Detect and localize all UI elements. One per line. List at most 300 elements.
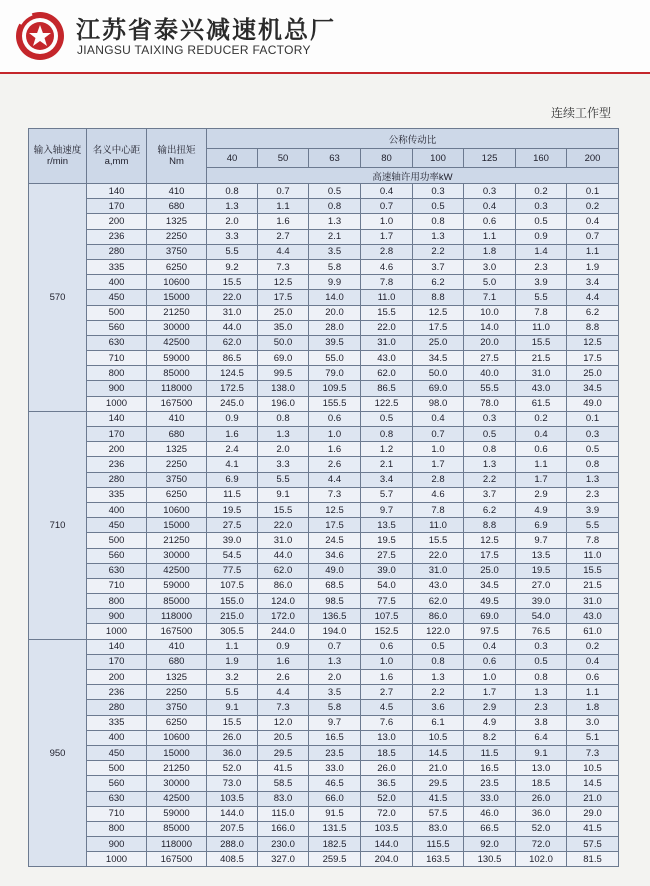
power-cell: 408.5 — [207, 852, 258, 867]
ratio-header-cell: 80 — [361, 149, 413, 168]
power-cell: 1.7 — [361, 229, 413, 244]
power-cell: 2.4 — [207, 442, 258, 457]
power-cell: 1.8 — [464, 244, 516, 259]
table-row — [29, 290, 619, 305]
power-cell: 9.7 — [309, 715, 361, 730]
center-distance-cell: 710 — [87, 351, 147, 366]
center-distance-cell: 630 — [87, 563, 147, 578]
power-cell: 31.0 — [361, 335, 413, 350]
power-cell: 14.0 — [464, 320, 516, 335]
center-distance-cell: 1000 — [87, 396, 147, 411]
power-cell: 0.5 — [516, 214, 567, 229]
power-cell: 0.6 — [567, 670, 619, 685]
power-cell: 25.0 — [413, 335, 464, 350]
power-cell: 10.5 — [413, 730, 464, 745]
power-cell: 163.5 — [413, 852, 464, 867]
power-cell: 215.0 — [207, 609, 258, 624]
power-cell: 54.0 — [361, 578, 413, 593]
power-cell: 1.0 — [413, 442, 464, 457]
power-cell: 41.5 — [567, 821, 619, 836]
table-row — [29, 381, 619, 396]
header-input-speed-unit: r/min — [46, 156, 69, 167]
table-row — [29, 791, 619, 806]
table-row — [29, 305, 619, 320]
center-distance-cell: 140 — [87, 411, 147, 426]
power-cell: 20.5 — [258, 730, 309, 745]
power-cell: 1.0 — [361, 214, 413, 229]
power-cell: 14.0 — [309, 290, 361, 305]
output-torque-cell: 167500 — [147, 852, 207, 867]
table-row — [29, 745, 619, 760]
power-cell: 0.3 — [464, 411, 516, 426]
power-cell: 107.5 — [361, 609, 413, 624]
center-distance-cell: 1000 — [87, 852, 147, 867]
power-cell: 5.5 — [567, 518, 619, 533]
table-row — [29, 259, 619, 274]
power-cell: 12.5 — [567, 335, 619, 350]
table-row — [29, 487, 619, 502]
output-torque-cell: 59000 — [147, 351, 207, 366]
power-cell: 194.0 — [309, 624, 361, 639]
output-torque-cell: 6250 — [147, 487, 207, 502]
table-row — [29, 670, 619, 685]
output-torque-cell: 118000 — [147, 609, 207, 624]
power-cell: 2.2 — [413, 685, 464, 700]
power-cell: 26.0 — [207, 730, 258, 745]
center-distance-cell: 280 — [87, 244, 147, 259]
power-cell: 43.0 — [567, 609, 619, 624]
power-cell: 2.9 — [464, 700, 516, 715]
output-torque-cell: 59000 — [147, 578, 207, 593]
power-cell: 1.1 — [464, 229, 516, 244]
center-distance-cell: 335 — [87, 487, 147, 502]
power-cell: 2.3 — [516, 700, 567, 715]
power-cell: 21.5 — [567, 578, 619, 593]
power-cell: 6.2 — [413, 275, 464, 290]
power-cell: 23.5 — [309, 745, 361, 760]
power-cell: 4.6 — [361, 259, 413, 274]
power-cell: 39.0 — [361, 563, 413, 578]
table-row — [29, 609, 619, 624]
power-cell: 21.0 — [413, 761, 464, 776]
center-distance-cell: 630 — [87, 791, 147, 806]
power-cell: 103.5 — [361, 821, 413, 836]
power-cell: 5.0 — [464, 275, 516, 290]
power-cell: 83.0 — [413, 821, 464, 836]
power-cell: 166.0 — [258, 821, 309, 836]
power-cell: 13.5 — [516, 548, 567, 563]
power-cell: 109.5 — [309, 381, 361, 396]
power-cell: 0.8 — [516, 670, 567, 685]
ratio-header-cell: 200 — [567, 149, 619, 168]
power-cell: 3.3 — [207, 229, 258, 244]
power-cell: 2.6 — [258, 670, 309, 685]
power-cell: 62.0 — [413, 594, 464, 609]
power-cell: 14.5 — [413, 745, 464, 760]
power-cell: 12.5 — [258, 275, 309, 290]
power-cell: 0.5 — [413, 639, 464, 654]
power-cell: 61.5 — [516, 396, 567, 411]
power-cell: 3.3 — [258, 457, 309, 472]
power-cell: 0.5 — [309, 184, 361, 199]
power-cell: 43.0 — [361, 351, 413, 366]
power-cell: 2.3 — [567, 487, 619, 502]
power-cell: 16.5 — [464, 761, 516, 776]
power-cell: 22.0 — [258, 518, 309, 533]
power-cell: 19.5 — [207, 502, 258, 517]
power-cell: 2.7 — [361, 685, 413, 700]
power-cell: 15.5 — [567, 563, 619, 578]
power-cell: 0.7 — [361, 199, 413, 214]
power-cell: 46.5 — [309, 776, 361, 791]
center-distance-cell: 900 — [87, 381, 147, 396]
ratio-header-cell: 50 — [258, 149, 309, 168]
power-cell: 122.0 — [413, 624, 464, 639]
power-cell: 305.5 — [207, 624, 258, 639]
power-cell: 43.0 — [413, 578, 464, 593]
power-cell: 8.8 — [464, 518, 516, 533]
power-cell: 69.0 — [413, 381, 464, 396]
power-cell: 0.7 — [413, 427, 464, 442]
power-cell: 5.5 — [516, 290, 567, 305]
power-cell: 26.0 — [516, 791, 567, 806]
center-distance-cell: 800 — [87, 366, 147, 381]
power-cell: 115.0 — [258, 806, 309, 821]
power-cell: 12.0 — [258, 715, 309, 730]
power-cell: 0.4 — [516, 427, 567, 442]
power-cell: 1.0 — [464, 670, 516, 685]
power-cell: 52.0 — [207, 761, 258, 776]
power-cell: 1.0 — [309, 427, 361, 442]
power-cell: 1.6 — [207, 427, 258, 442]
header-input-speed — [29, 129, 87, 184]
power-cell: 9.9 — [309, 275, 361, 290]
power-cell: 14.5 — [567, 776, 619, 791]
power-cell: 0.3 — [413, 184, 464, 199]
power-cell: 131.5 — [309, 821, 361, 836]
power-cell: 2.1 — [361, 457, 413, 472]
table-row — [29, 761, 619, 776]
power-cell: 25.0 — [567, 366, 619, 381]
input-speed-cell: 950 — [29, 639, 87, 867]
power-cell: 7.1 — [464, 290, 516, 305]
ratio-header-cell: 63 — [309, 149, 361, 168]
power-cell: 41.5 — [258, 761, 309, 776]
power-cell: 3.5 — [309, 685, 361, 700]
power-cell: 7.8 — [413, 502, 464, 517]
table-row — [29, 563, 619, 578]
table-row — [29, 654, 619, 669]
power-cell: 16.5 — [309, 730, 361, 745]
table-row — [29, 472, 619, 487]
power-cell: 99.5 — [258, 366, 309, 381]
table-row — [29, 639, 619, 654]
power-cell: 0.5 — [567, 442, 619, 457]
power-cell: 4.4 — [258, 685, 309, 700]
power-cell: 7.3 — [258, 700, 309, 715]
power-cell: 39.5 — [309, 335, 361, 350]
power-cell: 144.0 — [207, 806, 258, 821]
power-cell: 62.0 — [361, 366, 413, 381]
table-row — [29, 351, 619, 366]
power-cell: 2.8 — [361, 244, 413, 259]
output-torque-cell: 30000 — [147, 548, 207, 563]
power-cell: 0.5 — [413, 199, 464, 214]
power-cell: 9.7 — [361, 502, 413, 517]
output-torque-cell: 15000 — [147, 745, 207, 760]
power-cell: 0.7 — [567, 229, 619, 244]
power-cell: 86.5 — [207, 351, 258, 366]
power-cell: 3.0 — [567, 715, 619, 730]
power-cell: 0.8 — [464, 442, 516, 457]
center-distance-cell: 500 — [87, 305, 147, 320]
page-header — [0, 0, 650, 72]
center-distance-cell: 450 — [87, 518, 147, 533]
power-cell: 66.5 — [464, 821, 516, 836]
power-cell: 138.0 — [258, 381, 309, 396]
power-cell: 31.0 — [516, 366, 567, 381]
center-distance-cell: 335 — [87, 259, 147, 274]
table-row — [29, 199, 619, 214]
center-distance-cell: 200 — [87, 214, 147, 229]
power-cell: 29.5 — [258, 745, 309, 760]
table-row — [29, 229, 619, 244]
power-cell: 55.0 — [309, 351, 361, 366]
table-row — [29, 594, 619, 609]
power-cell: 27.5 — [207, 518, 258, 533]
power-cell: 0.2 — [516, 411, 567, 426]
power-cell: 1.6 — [361, 670, 413, 685]
table-row — [29, 320, 619, 335]
power-cell: 12.5 — [464, 533, 516, 548]
output-torque-cell: 410 — [147, 184, 207, 199]
power-cell: 12.5 — [413, 305, 464, 320]
power-cell: 98.0 — [413, 396, 464, 411]
output-torque-cell: 118000 — [147, 837, 207, 852]
table-body — [29, 184, 619, 867]
power-cell: 12.5 — [309, 502, 361, 517]
power-cell: 6.4 — [516, 730, 567, 745]
power-cell: 33.0 — [464, 791, 516, 806]
power-cell: 11.0 — [413, 518, 464, 533]
power-cell: 2.3 — [516, 259, 567, 274]
table-row — [29, 730, 619, 745]
power-cell: 17.5 — [309, 518, 361, 533]
power-cell: 10.5 — [567, 761, 619, 776]
power-cell: 26.0 — [361, 761, 413, 776]
power-cell: 25.0 — [464, 563, 516, 578]
power-cell: 1.3 — [413, 229, 464, 244]
power-cell: 36.5 — [361, 776, 413, 791]
power-cell: 5.5 — [258, 472, 309, 487]
ratio-header-cell: 100 — [413, 149, 464, 168]
power-cell: 22.0 — [361, 320, 413, 335]
power-cell: 62.0 — [258, 563, 309, 578]
power-cell: 155.5 — [309, 396, 361, 411]
power-cell: 0.9 — [207, 411, 258, 426]
power-cell: 102.0 — [516, 852, 567, 867]
power-cell: 4.1 — [207, 457, 258, 472]
power-cell: 0.5 — [464, 427, 516, 442]
power-cell: 144.0 — [361, 837, 413, 852]
center-distance-cell: 710 — [87, 578, 147, 593]
power-cell: 1.7 — [516, 472, 567, 487]
power-cell: 29.5 — [413, 776, 464, 791]
power-cell: 122.5 — [361, 396, 413, 411]
power-cell: 36.0 — [207, 745, 258, 760]
power-cell: 29.0 — [567, 806, 619, 821]
power-cell: 6.2 — [464, 502, 516, 517]
power-cell: 91.5 — [309, 806, 361, 821]
power-cell: 1.7 — [464, 685, 516, 700]
power-cell: 0.2 — [516, 184, 567, 199]
power-cell: 6.9 — [207, 472, 258, 487]
power-cell: 21.0 — [567, 791, 619, 806]
output-torque-cell: 2250 — [147, 685, 207, 700]
power-cell: 57.5 — [567, 837, 619, 852]
power-cell: 50.0 — [413, 366, 464, 381]
output-torque-cell: 2250 — [147, 229, 207, 244]
power-cell: 1.7 — [413, 457, 464, 472]
power-cell: 33.0 — [309, 761, 361, 776]
output-torque-cell: 42500 — [147, 791, 207, 806]
table-row — [29, 776, 619, 791]
power-cell: 0.4 — [464, 639, 516, 654]
center-distance-cell: 400 — [87, 502, 147, 517]
power-cell: 73.0 — [207, 776, 258, 791]
power-cell: 9.2 — [207, 259, 258, 274]
power-cell: 0.4 — [464, 199, 516, 214]
header-input-speed-label: 输入轴速度 — [33, 145, 82, 156]
table-row — [29, 427, 619, 442]
power-cell: 0.6 — [361, 639, 413, 654]
output-torque-cell: 15000 — [147, 290, 207, 305]
center-distance-cell: 170 — [87, 427, 147, 442]
company-name-cn: 江苏省泰兴减速机总厂 — [76, 16, 336, 44]
table-row — [29, 685, 619, 700]
power-cell: 2.1 — [309, 229, 361, 244]
power-cell: 39.0 — [516, 594, 567, 609]
power-cell: 1.3 — [309, 214, 361, 229]
power-cell: 3.9 — [567, 502, 619, 517]
power-cell: 13.5 — [361, 518, 413, 533]
power-cell: 15.5 — [207, 275, 258, 290]
power-cell: 0.8 — [207, 184, 258, 199]
header-center-distance-label: 名义中心距 — [92, 145, 141, 156]
header-divider — [0, 72, 650, 74]
power-cell: 244.0 — [258, 624, 309, 639]
power-cell: 22.0 — [207, 290, 258, 305]
power-cell: 4.5 — [361, 700, 413, 715]
power-cell: 245.0 — [207, 396, 258, 411]
power-cell: 2.8 — [413, 472, 464, 487]
power-cell: 11.0 — [361, 290, 413, 305]
power-cell: 1.8 — [567, 700, 619, 715]
power-cell: 15.5 — [207, 715, 258, 730]
table-row — [29, 442, 619, 457]
power-cell: 44.0 — [207, 320, 258, 335]
power-cell: 17.5 — [567, 351, 619, 366]
power-cell: 17.5 — [258, 290, 309, 305]
power-cell: 5.5 — [207, 685, 258, 700]
power-cell: 66.0 — [309, 791, 361, 806]
table-row — [29, 184, 619, 199]
table-row — [29, 533, 619, 548]
output-torque-cell: 680 — [147, 654, 207, 669]
power-cell: 22.0 — [413, 548, 464, 563]
power-cell: 18.5 — [361, 745, 413, 760]
power-cell: 13.0 — [361, 730, 413, 745]
power-cell: 0.6 — [464, 214, 516, 229]
power-cell: 34.6 — [309, 548, 361, 563]
center-distance-cell: 500 — [87, 761, 147, 776]
power-cell: 31.0 — [567, 594, 619, 609]
output-torque-cell: 85000 — [147, 366, 207, 381]
power-cell: 1.6 — [309, 442, 361, 457]
power-cell: 5.8 — [309, 259, 361, 274]
power-cell: 1.1 — [207, 639, 258, 654]
power-cell: 27.5 — [464, 351, 516, 366]
output-torque-cell: 21250 — [147, 533, 207, 548]
power-cell: 5.8 — [309, 700, 361, 715]
power-cell: 58.5 — [258, 776, 309, 791]
power-cell: 1.1 — [567, 244, 619, 259]
output-torque-cell: 1325 — [147, 670, 207, 685]
power-cell: 3.4 — [567, 275, 619, 290]
power-cell: 18.5 — [516, 776, 567, 791]
power-cell: 86.5 — [361, 381, 413, 396]
header-center-distance — [87, 129, 147, 184]
power-cell: 0.5 — [516, 654, 567, 669]
center-distance-cell: 280 — [87, 700, 147, 715]
power-cell: 19.5 — [516, 563, 567, 578]
power-cell: 0.9 — [516, 229, 567, 244]
power-cell: 76.5 — [516, 624, 567, 639]
power-cell: 124.0 — [258, 594, 309, 609]
power-cell: 1.6 — [258, 654, 309, 669]
power-cell: 24.5 — [309, 533, 361, 548]
power-cell: 196.0 — [258, 396, 309, 411]
power-rating-table — [28, 128, 619, 867]
center-distance-cell: 140 — [87, 639, 147, 654]
output-torque-cell: 6250 — [147, 715, 207, 730]
header-allowable-power: 高速轴许用功率kW — [207, 168, 619, 184]
power-cell: 17.5 — [413, 320, 464, 335]
power-cell: 49.0 — [567, 396, 619, 411]
power-cell: 1.1 — [258, 199, 309, 214]
output-torque-cell: 680 — [147, 427, 207, 442]
power-cell: 4.4 — [567, 290, 619, 305]
power-cell: 327.0 — [258, 852, 309, 867]
table-row — [29, 624, 619, 639]
power-cell: 10.0 — [464, 305, 516, 320]
power-cell: 49.5 — [464, 594, 516, 609]
center-distance-cell: 335 — [87, 715, 147, 730]
power-cell: 57.5 — [413, 806, 464, 821]
ratio-header-cell: 160 — [516, 149, 567, 168]
power-cell: 0.8 — [309, 199, 361, 214]
power-cell: 1.3 — [516, 685, 567, 700]
power-cell: 23.5 — [464, 776, 516, 791]
power-cell: 1.3 — [567, 472, 619, 487]
table-row — [29, 548, 619, 563]
center-distance-cell: 560 — [87, 776, 147, 791]
power-cell: 0.8 — [567, 457, 619, 472]
power-cell: 0.3 — [464, 184, 516, 199]
power-cell: 1.3 — [413, 670, 464, 685]
power-cell: 3.7 — [464, 487, 516, 502]
power-cell: 3.9 — [516, 275, 567, 290]
